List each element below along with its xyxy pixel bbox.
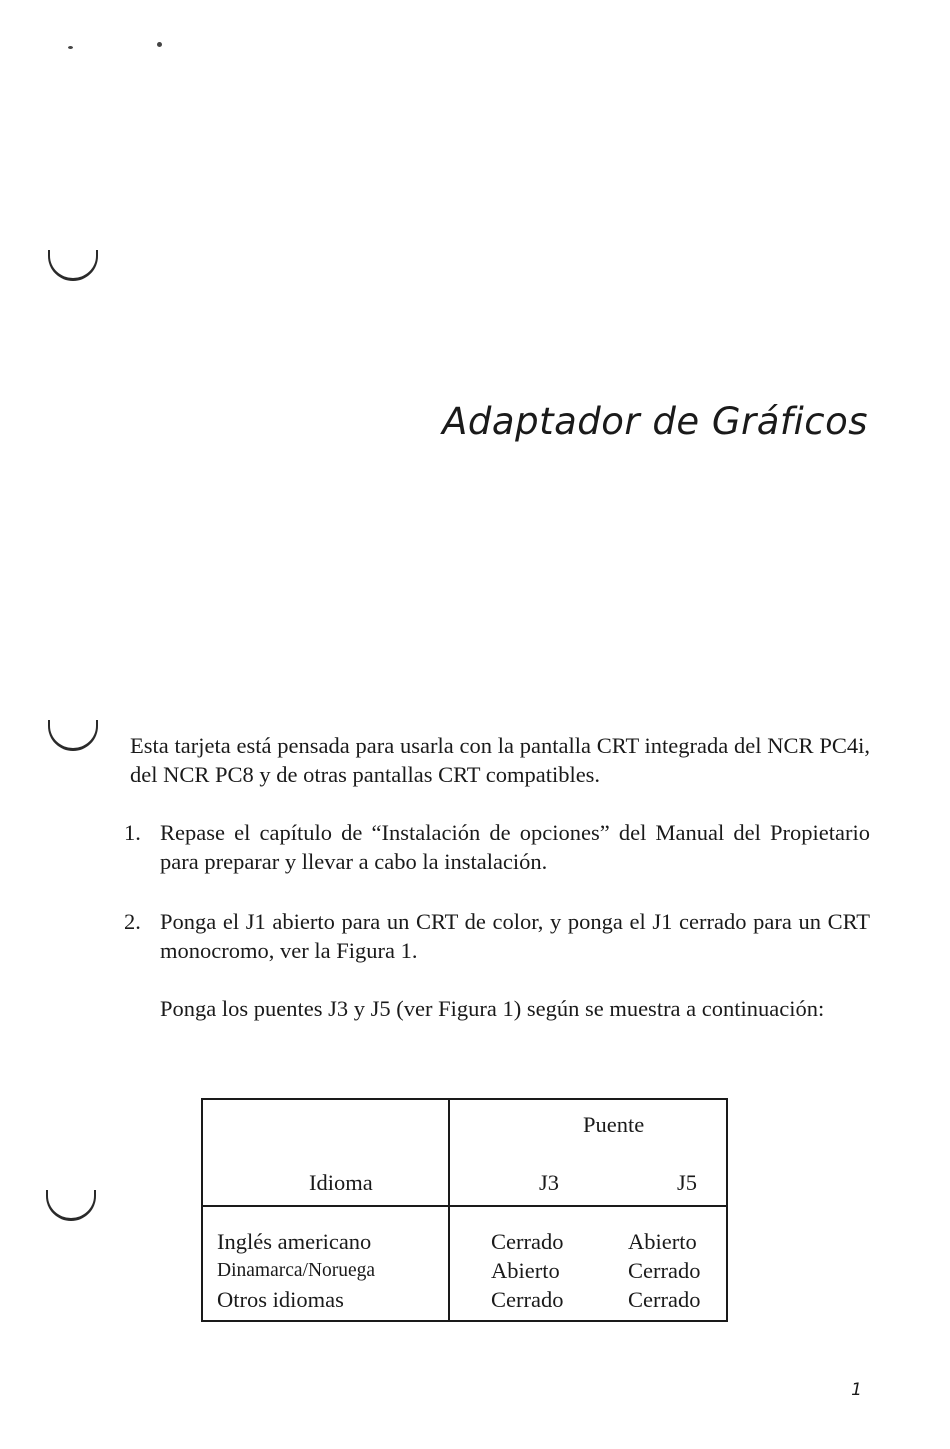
binder-hole-mark [46, 1190, 96, 1221]
jumper-table [201, 1098, 728, 1322]
binder-hole-mark [48, 250, 98, 281]
table-cell-j5: Cerrado [628, 1258, 701, 1283]
step-text: Repase el capítulo de “Instalación de opciones” del Manual del Propietario para preparar y llevar a cabo la instalación. [160, 820, 870, 874]
table-cell-language: Otros idiomas [217, 1287, 344, 1312]
table-cell-j3: Abierto [491, 1258, 560, 1283]
table-header-divider [203, 1205, 726, 1207]
intro-paragraph: Esta tarjeta está pensada para usarla con la pantalla CRT integrada del NCR PC4i, del NCR PC8 y de otras pantallas CRT compatibles. [130, 733, 870, 787]
step-number: 1. [124, 820, 141, 845]
page-number: 1 [851, 1380, 862, 1400]
table-cell-j3: Cerrado [491, 1287, 564, 1312]
step-text: Ponga el J1 abierto para un CRT de color, y ponga el J1 cerrado para un CRT monocromo, ver la Figura 1. [160, 909, 870, 963]
table-header-idioma: Idioma [309, 1170, 373, 1195]
page-title: Adaptador de Gráficos [442, 400, 868, 443]
table-cell-language: Inglés americano [217, 1229, 372, 1254]
table-cell-j5: Abierto [628, 1229, 697, 1254]
binder-hole-mark [48, 720, 98, 751]
table-cell-j3: Cerrado [491, 1229, 564, 1254]
table-header-j5: J5 [677, 1170, 698, 1195]
step-continuation-text: Ponga los puentes J3 y J5 (ver Figura 1) según se muestra a continuación: [160, 996, 825, 1021]
step-number: 2. [124, 909, 141, 934]
table-cell-j5: Cerrado [628, 1287, 701, 1312]
scan-speck [157, 42, 162, 47]
table-group-header: Puente [583, 1112, 645, 1137]
scan-speck [68, 46, 73, 49]
table-header-j3: J3 [539, 1170, 560, 1195]
table-cell-language: Dinamarca/Noruega [217, 1260, 376, 1281]
table-column-divider [448, 1100, 450, 1320]
